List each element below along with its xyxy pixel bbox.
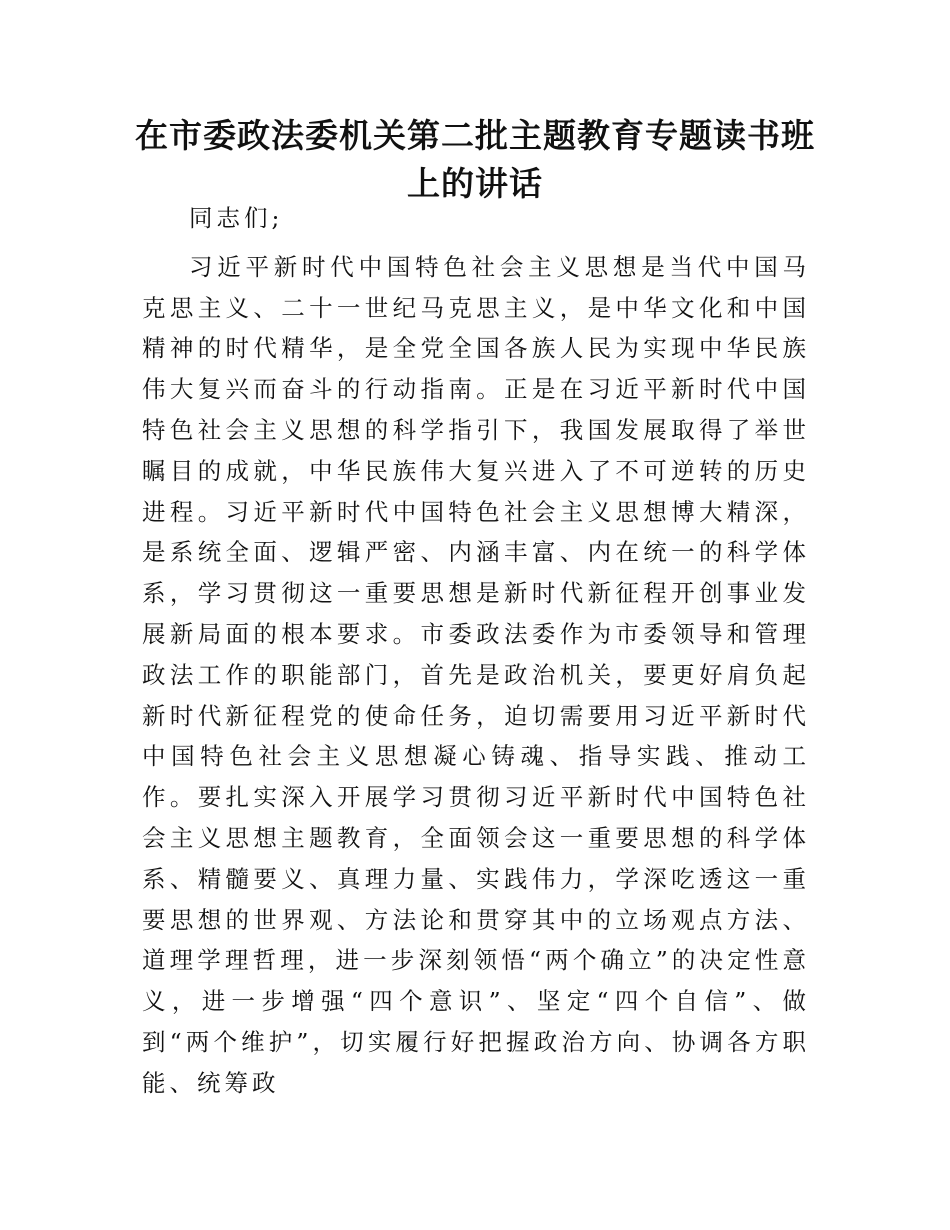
title-line-2: 上的讲话 (407, 164, 543, 203)
salutation: 同志们; (189, 204, 284, 232)
title-line-1: 在市委政法委机关第二批主题教育专题读书班 (135, 116, 815, 155)
document-body (142, 198, 810, 1104)
body-paragraph: 习近平新时代中国特色社会主义思想是当代中国马克思主义、二十一世纪马克思主义，是中华文化和中国精神的时代精华，是全党全国各族人民为实现中华民族伟大复兴而奋斗的行动指南。正是在习近平新时代中国特色社会主义思想的科学指引下，我国发展取得了举世瞩目的成就，中华民族伟大复兴进入了不可逆转的历史进程。习近平新时代中国特色社会主义思想博大精深，是系统全面、逻辑严密、内涵丰富、内在统一的科学体系，学习贯彻这一重要思想是新时代新征程开创事业发展新局面的根本要求。市委政法委作为市委领导和管理政法工作的职能部门，首先是政治机关，要更好肩负起新时代新征程党的使命任务，迫切需要用习近平新时代中国特色社会主义思想凝心铸魂、指导实践、推动工作。要扎实深入开展学习贯彻习近平新时代中国特色社会主义思想主题教育，全面领会这一重要思想的科学体系、精髓要义、真理力量、实践伟力，学深吃透这一重要思想的世界观、方法论和贯穿其中的立场观点方法、道理学理哲理，进一步深刻领悟“两个确立”的决定性意义，进一步增强“四个意识”、坚定“四个自信”、做到“两个维护”，切实履行好把握政治方向、协调各方职能、统筹政 (142, 252, 810, 1097)
document-title (120, 112, 830, 208)
